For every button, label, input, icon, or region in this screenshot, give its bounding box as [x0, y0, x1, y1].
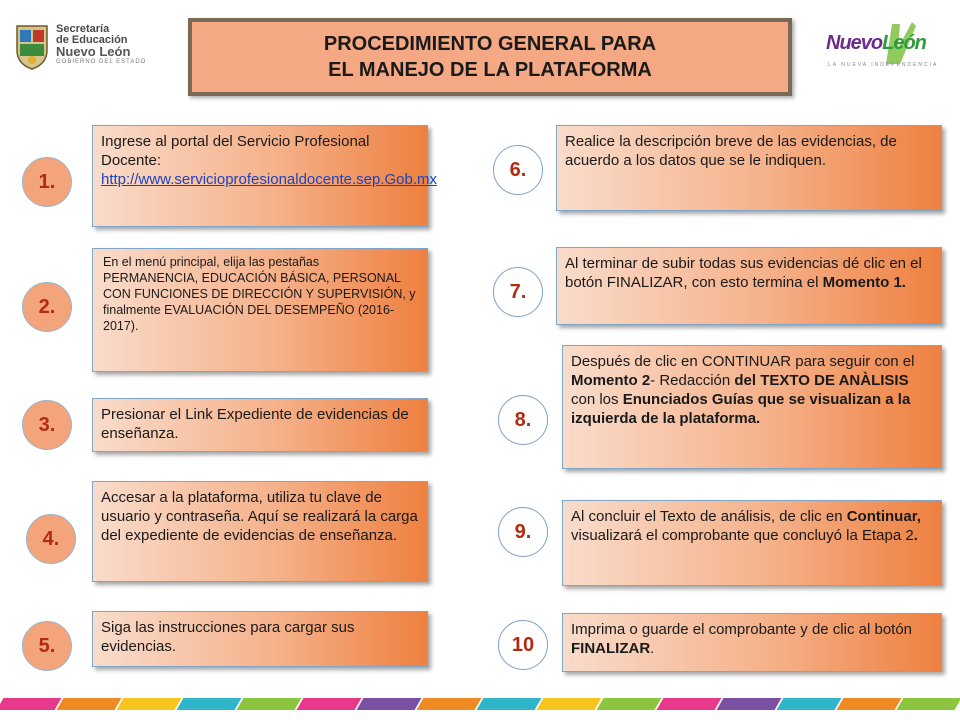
decorative-color-stripe: [0, 698, 960, 710]
logo-line-3: Nuevo León: [56, 44, 131, 59]
step-box-3: [92, 398, 428, 452]
stripe-segment: [897, 698, 960, 710]
logo-word-nuevo: Nuevo: [826, 32, 883, 54]
portal-link[interactable]: http://www.servicioprofesionaldocente.sep.Gob.mx: [101, 171, 437, 188]
stripe-segment: [477, 698, 542, 710]
step-9-bold-a: Continuar,: [846, 508, 921, 525]
step-number-4: 4.: [26, 514, 76, 564]
step-8-text-c: con los: [571, 391, 623, 408]
step-10-bold-a: FINALIZAR: [571, 640, 651, 657]
logo-line-2: de Educación: [56, 34, 128, 46]
stripe-segment: [297, 698, 362, 710]
logo-line-4: GOBIERNO DEL ESTADO: [56, 59, 147, 65]
title-line-2: EL MANEJO DE LA PLATAFORMA: [328, 59, 652, 81]
step-box-1: [92, 125, 437, 227]
step-8-bold-c: Enunciados Guías que se visualizan a la izquierda de la plataforma.: [571, 391, 911, 427]
step-number-5: 5.: [22, 621, 72, 671]
step-box-2: [92, 248, 428, 372]
stripe-segment: [597, 698, 662, 710]
stripe-segment: [237, 698, 302, 710]
step-10-text-a: Imprima o guarde el comprobante y de clic al botón: [571, 621, 913, 638]
step-8-bold-b: del TEXTO DE ANÀLISIS: [734, 372, 909, 389]
step-number-3: 3.: [22, 400, 72, 450]
page-title-box: [188, 18, 792, 96]
stripe-segment: [717, 698, 782, 710]
state-shield-icon: [14, 22, 50, 70]
step-4-text: Accesar a la plataforma, utiliza tu clave de usuario y contraseña. Aquí se realizará la carga del expediente de evidencias de enseñanza.: [101, 489, 418, 544]
stripe-segment: [777, 698, 842, 710]
step-9-bold-b: .: [913, 527, 918, 544]
title-line-1: PROCEDIMIENTO GENERAL PARA: [323, 33, 657, 55]
stripe-segment: [537, 698, 602, 710]
step-3-text: Presionar el Link Expediente de evidencias de enseñanza.: [101, 406, 409, 442]
stripe-segment: [117, 698, 182, 710]
nuevo-leon-logo: [826, 18, 946, 78]
logo-tagline: LA NUEVA INDEPENDENCIA: [828, 62, 939, 68]
step-box-8: [562, 345, 942, 469]
stripe-segment: [837, 698, 902, 710]
secretaria-educacion-logo: [14, 22, 164, 76]
logo-word-leon: León: [882, 32, 926, 54]
stripe-segment: [657, 698, 722, 710]
step-8-text-a: Después de clic en CONTINUAR para seguir con el: [571, 353, 915, 370]
step-box-5: [92, 611, 428, 667]
step-box-7: [556, 247, 942, 325]
step-number-9: 9.: [498, 507, 548, 557]
step-10-text-b: .: [650, 640, 655, 657]
stripe-segment: [57, 698, 122, 710]
step-8-bold-a: Momento 2: [571, 372, 651, 389]
stripe-segment: [177, 698, 242, 710]
step-number-7: 7.: [493, 267, 543, 317]
step-number-2: 2.: [22, 282, 72, 332]
step-box-6: [556, 125, 942, 211]
step-box-10: [562, 613, 942, 672]
step-5-text: Siga las instrucciones para cargar sus evidencias.: [101, 619, 355, 655]
step-9-text-b: visualizará el comprobante que concluyó la Etapa 2: [571, 527, 914, 544]
step-number-10: 10: [498, 620, 548, 670]
step-7-bold: Momento 1.: [822, 274, 906, 291]
step-9-text-a: Al concluir el Texto de análisis, de clic en: [571, 508, 847, 525]
stripe-segment: [417, 698, 482, 710]
step-number-8: 8.: [498, 395, 548, 445]
step-box-4: [92, 481, 428, 582]
step-6-text: Realice la descripción breve de las evidencias, de acuerdo a los datos que se le indiquen.: [565, 133, 897, 169]
logo-line-1: Secretaría: [56, 23, 110, 35]
step-2-text: En el menú principal, elija las pestañas PERMANENCIA, EDUCACIÓN BÁSICA, PERSONAL CON FUNCIONES DE DIRECCIÓN Y SUPERVISIÓN, y finalmente EVALUACIÓN DEL DESEMPEÑO (2016-2017).: [103, 255, 416, 333]
step-number-1: 1.: [22, 157, 72, 207]
step-8-text-b: - Redacción: [650, 372, 735, 389]
stripe-segment: [357, 698, 422, 710]
step-7-text: Al terminar de subir todas sus evidencias dé clic en el botón FINALIZAR, con esto termina el: [565, 255, 922, 291]
step-number-6: 6.: [493, 145, 543, 195]
stripe-segment: [0, 698, 61, 710]
step-1-text: Ingrese al portal del Servicio Profesional Docente:: [101, 133, 370, 169]
step-box-9: [562, 500, 942, 586]
